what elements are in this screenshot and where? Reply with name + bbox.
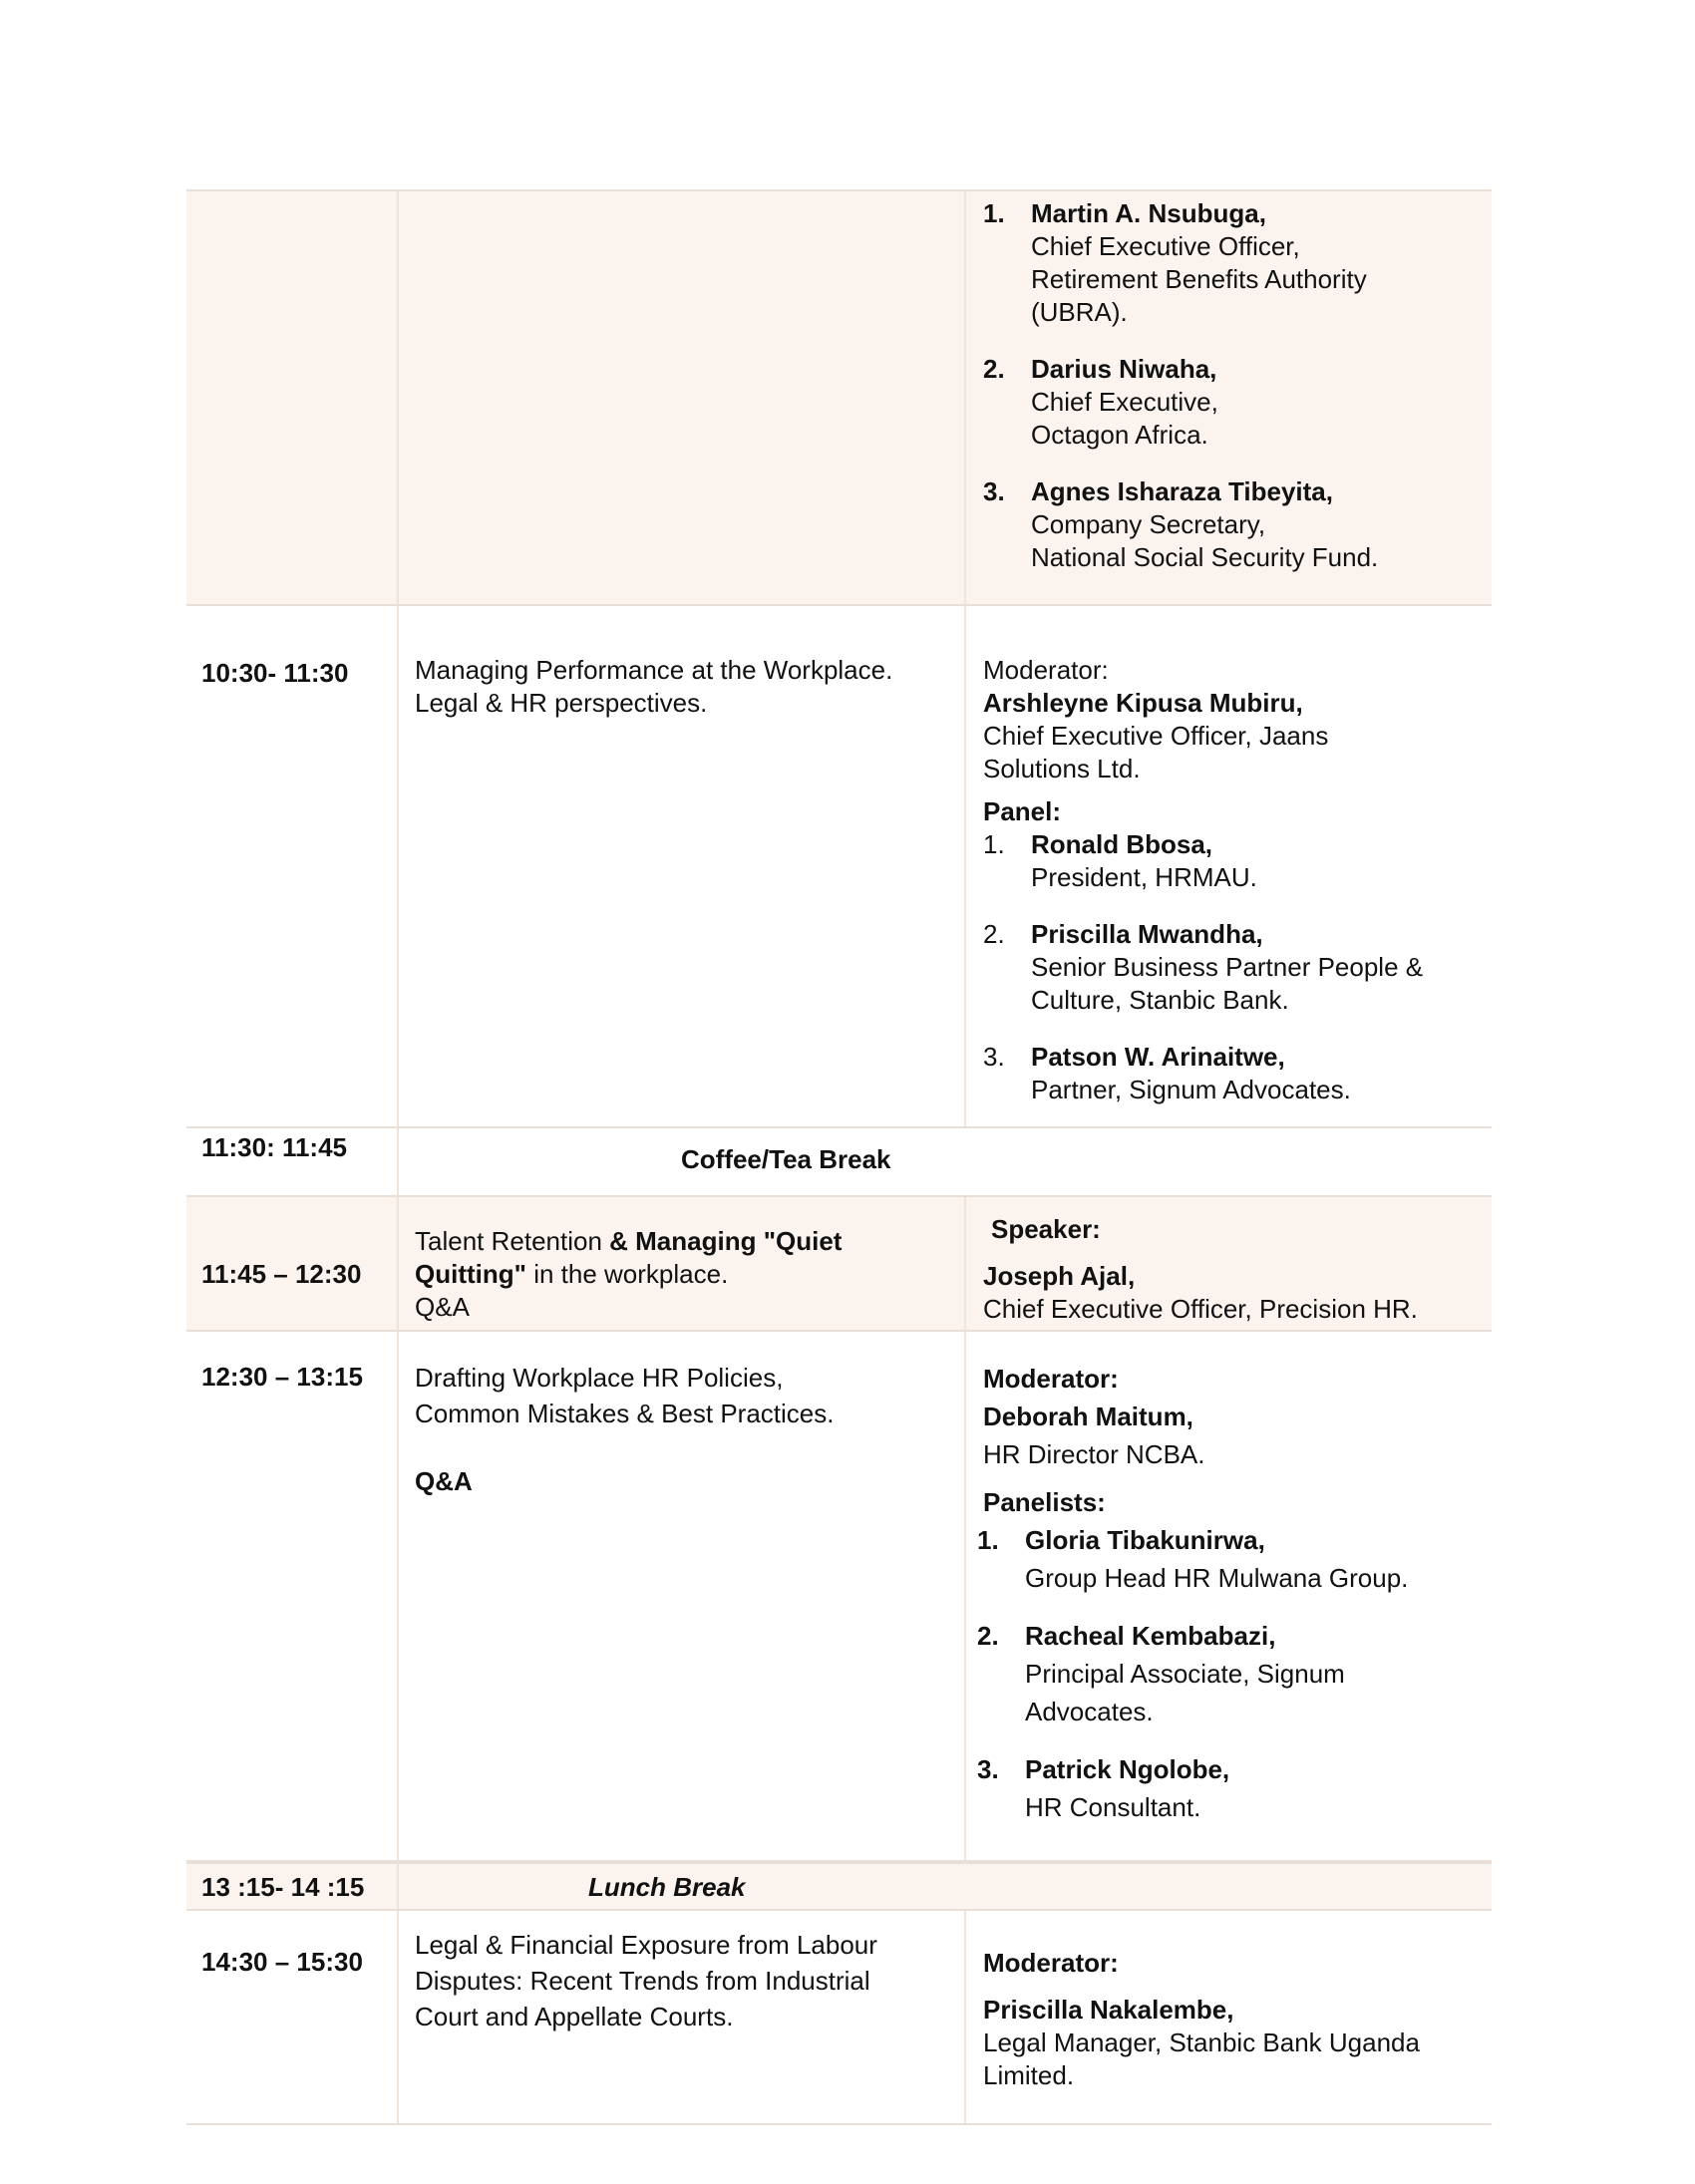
item-number: 2. xyxy=(983,354,1005,384)
panelist-title: HR Consultant. xyxy=(1025,1792,1201,1822)
time-cell: 13 :15- 14 :15 xyxy=(186,1864,399,1909)
topic-text: in the workplace. xyxy=(525,1259,729,1289)
break-label: Coffee/Tea Break xyxy=(681,1144,891,1174)
panelist-item xyxy=(983,475,1482,574)
panelist-item xyxy=(977,1750,1482,1826)
agenda-table xyxy=(186,189,1492,2125)
topic-cell xyxy=(399,1197,966,1330)
speaker-title: Chief Executive Officer, Precision HR. xyxy=(983,1294,1418,1324)
qa-label: Q&A xyxy=(415,1466,473,1496)
panelist-name: Agnes Isharaza Tibeyita, xyxy=(1031,476,1333,506)
moderator-title: Legal Manager, Stanbic Bank Uganda xyxy=(983,2028,1420,2057)
panelist-title: Advocates. xyxy=(1025,1697,1154,1726)
panelist-title: National Social Security Fund. xyxy=(1031,542,1379,572)
panelist-item xyxy=(983,828,1482,894)
panelist-item xyxy=(983,1041,1482,1106)
topic-cell xyxy=(399,606,966,1126)
panelist-name: Martin A. Nsubuga, xyxy=(1031,198,1266,228)
topic-text-bold: & Managing "Quiet Quitting" xyxy=(415,1226,843,1289)
panelist-name: Gloria Tibakunirwa, xyxy=(1025,1525,1265,1555)
panelist-title: Culture, Stanbic Bank. xyxy=(1031,985,1289,1015)
panelist-title: (UBRA). xyxy=(1031,297,1128,327)
topic-line: Common Mistakes & Best Practices. xyxy=(415,1399,835,1428)
panelist-title: President, HRMAU. xyxy=(1031,862,1257,892)
item-number: 1. xyxy=(983,198,1005,228)
panelist-name: Patson W. Arinaitwe, xyxy=(1031,1042,1285,1072)
topic-line: Managing Performance at the Workplace. xyxy=(415,655,893,685)
panelist-name: Darius Niwaha, xyxy=(1031,354,1217,384)
moderator-label: Moderator: xyxy=(983,655,1109,685)
moderator-title: Solutions Ltd. xyxy=(983,754,1141,783)
time-cell: 11:45 – 12:30 xyxy=(186,1197,399,1330)
moderator-label: Moderator: xyxy=(983,1364,1119,1394)
moderator-title: Limited. xyxy=(983,2060,1075,2090)
qa-label: Q&A xyxy=(415,1292,470,1322)
time-cell: 10:30- 11:30 xyxy=(186,606,399,1126)
panelist-item xyxy=(983,353,1482,452)
moderator-name: Arshleyne Kipusa Mubiru, xyxy=(983,688,1303,718)
panelist-name: Ronald Bbosa, xyxy=(1031,829,1213,859)
agenda-row-talent-retention xyxy=(186,1197,1492,1332)
agenda-row-hr-policies xyxy=(186,1332,1492,1862)
speakers-cell xyxy=(966,606,1492,1126)
panelist-item xyxy=(983,918,1482,1017)
topic-cell xyxy=(399,191,966,604)
panelist-title: Principal Associate, Signum xyxy=(1025,1659,1345,1689)
item-number: 3. xyxy=(983,1042,1005,1072)
speakers-cell xyxy=(966,1332,1492,1860)
panelist-title: Retirement Benefits Authority xyxy=(1031,264,1367,294)
topic-text: Talent Retention xyxy=(415,1226,610,1256)
topic-line xyxy=(415,1225,950,1291)
panelist-title: Octagon Africa. xyxy=(1031,420,1208,450)
break-label: Lunch Break xyxy=(588,1872,746,1902)
topic-line: Court and Appellate Courts. xyxy=(415,2002,734,2031)
panelist-title: Senior Business Partner People & xyxy=(1031,952,1424,982)
panelist-name: Patrick Ngolobe, xyxy=(1025,1754,1230,1784)
agenda-row-legal-financial xyxy=(186,1911,1492,2125)
topic-line: Legal & HR perspectives. xyxy=(415,688,708,718)
speakers-cell xyxy=(966,1911,1492,2123)
speakers-cell xyxy=(966,1197,1492,1330)
agenda-row-lunch-break xyxy=(186,1862,1492,1911)
moderator-name: Priscilla Nakalembe, xyxy=(983,1995,1234,2025)
panelist-title: Chief Executive, xyxy=(1031,387,1218,417)
item-number: 2. xyxy=(977,1621,999,1651)
agenda-row-coffee-break xyxy=(186,1128,1492,1197)
panelist-title: Group Head HR Mulwana Group. xyxy=(1025,1563,1409,1593)
time-cell xyxy=(186,191,399,604)
panelist-item xyxy=(983,197,1482,329)
topic-line: Disputes: Recent Trends from Industrial xyxy=(415,1966,870,1996)
moderator-title: HR Director NCBA. xyxy=(983,1439,1205,1469)
topic-line: Legal & Financial Exposure from Labour xyxy=(415,1930,877,1960)
panelist-item xyxy=(977,1617,1482,1730)
item-number: 1. xyxy=(977,1525,999,1555)
panelist-name: Priscilla Mwandha, xyxy=(1031,919,1263,949)
panelist-name: Racheal Kembabazi, xyxy=(1025,1621,1276,1651)
speaker-label: Speaker: xyxy=(991,1214,1101,1244)
topic-cell xyxy=(399,1332,966,1860)
moderator-title: Chief Executive Officer, Jaans xyxy=(983,721,1329,751)
item-number: 3. xyxy=(983,476,1005,506)
item-number: 2. xyxy=(983,919,1005,949)
moderator-name: Deborah Maitum, xyxy=(983,1402,1193,1431)
panelist-title: Chief Executive Officer, xyxy=(1031,231,1300,261)
panelist-item xyxy=(977,1521,1482,1597)
topic-line: Drafting Workplace HR Policies, xyxy=(415,1363,784,1393)
time-cell: 11:30: 11:45 xyxy=(186,1128,399,1195)
item-number: 1. xyxy=(983,829,1005,859)
agenda-row-panel-continued xyxy=(186,189,1492,606)
panel-label: Panelists: xyxy=(983,1487,1106,1517)
panelist-title: Company Secretary, xyxy=(1031,509,1266,539)
panel-label: Panel: xyxy=(983,796,1062,826)
moderator-label: Moderator: xyxy=(983,1948,1119,1978)
panelist-title: Partner, Signum Advocates. xyxy=(1031,1075,1351,1104)
time-cell: 14:30 – 15:30 xyxy=(186,1911,399,2123)
speakers-cell xyxy=(966,191,1492,604)
item-number: 3. xyxy=(977,1754,999,1784)
speaker-name: Joseph Ajal, xyxy=(983,1261,1136,1291)
time-cell: 12:30 – 13:15 xyxy=(186,1332,399,1860)
topic-cell xyxy=(399,1911,966,2123)
agenda-row-managing-performance xyxy=(186,606,1492,1128)
